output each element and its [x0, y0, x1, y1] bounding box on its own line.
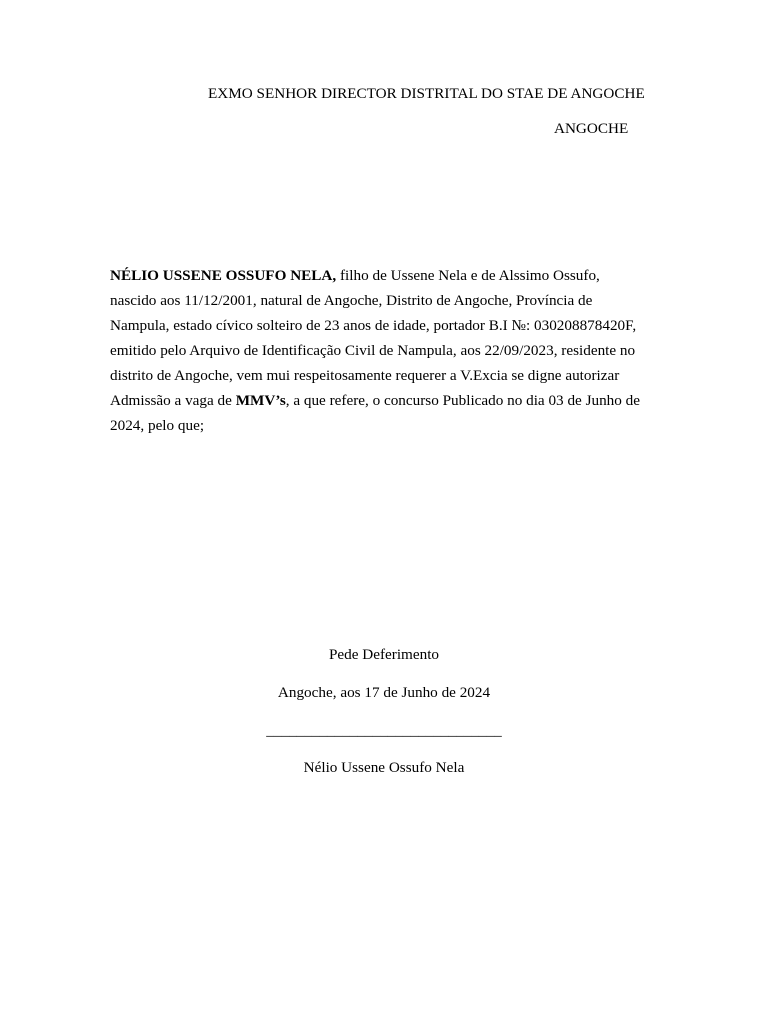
paragraph-text: Admissão a vaga de	[110, 392, 236, 409]
paragraph-line	[110, 263, 658, 288]
addressee-line: EXMO SENHOR DIRECTOR DISTRITAL DO STAE DE ANGOCHE	[208, 85, 645, 102]
place-and-date: Angoche, aos 17 de Junho de 2024	[277, 684, 491, 701]
paragraph-text: filho de Ussene Nela e de Alssimo Ossufo,	[336, 267, 600, 284]
paragraph-line: emitido pelo Arquivo de Identificação Civil de Nampula, aos 22/09/2023, residente no	[110, 342, 636, 359]
request-paragraph	[110, 263, 658, 438]
signer-name: Nélio Ussene Ossufo Nela	[303, 759, 465, 776]
paragraph-line: Nampula, estado cívico solteiro de 23 anos de idade, portador B.I №: 030208878420F,	[110, 317, 637, 334]
position-name: MMV’s	[235, 392, 286, 409]
applicant-name: NÉLIO USSENE OSSUFO NELA,	[110, 267, 337, 284]
request-closing: Pede Deferimento	[328, 646, 440, 663]
paragraph-line: nascido aos 11/12/2001, natural de Angoche, Distrito de Angoche, Província de	[110, 292, 593, 309]
paragraph-text: , a que refere, o concurso Publicado no dia 03 de Junho de	[285, 392, 641, 409]
paragraph-line: distrito de Angoche, vem mui respeitosamente requerer a V.Excia se digne autorizar	[110, 367, 620, 384]
paragraph-line	[110, 388, 658, 413]
paragraph-line: 2024, pelo que;	[110, 417, 205, 434]
city-line: ANGOCHE	[554, 120, 629, 137]
signature-line: _______________________________	[266, 722, 502, 739]
